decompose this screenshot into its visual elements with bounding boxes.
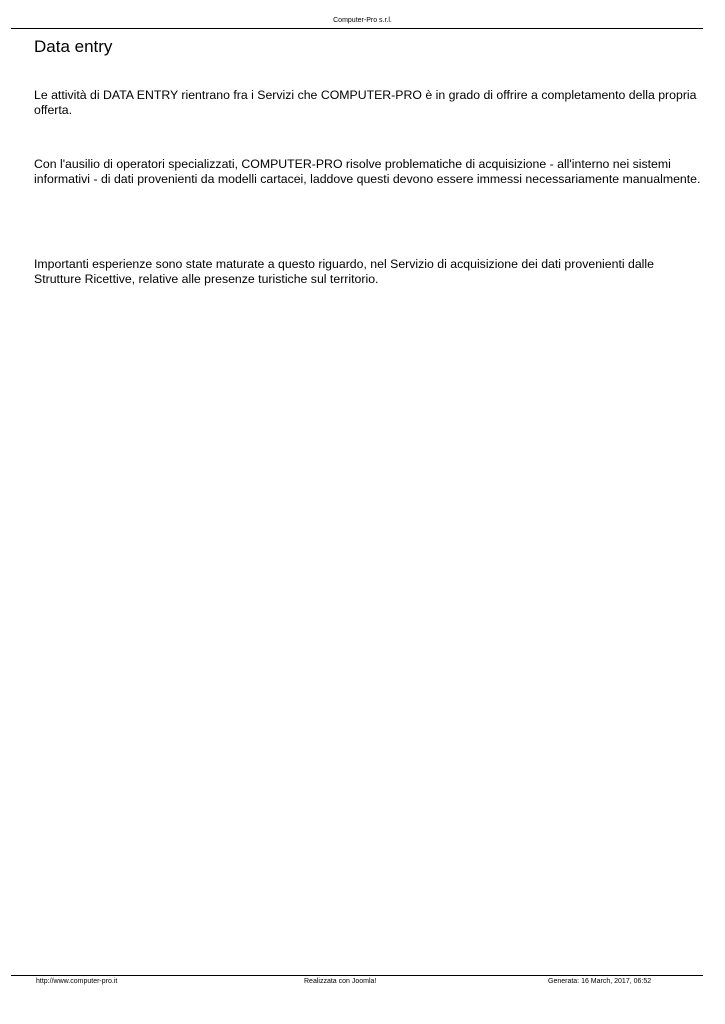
paragraph-intro: Le attività di DATA ENTRY rientrano fra i Servizi che COMPUTER-PRO è in grado di offrire a completamento della propria offerta.: [34, 88, 697, 117]
page-header: Computer-Pro s.r.l.: [333, 17, 392, 24]
page-title: Data entry: [34, 37, 113, 56]
paragraph-operators: Con l'ausilio di operatori specializzati, COMPUTER-PRO risolve problematiche di acquisizione - all'interno nei sistemi informativi - di dati provenienti da modelli cartacei, laddove questi devono essere immessi necessariamente manualmente.: [34, 157, 701, 186]
footer-url-link[interactable]: http://www.computer-pro.it: [36, 978, 118, 985]
paragraph-experience: Importanti esperienze sono state maturate a questo riguardo, nel Servizio di acquisizione dei dati provenienti dalle Strutture Ricettive, relative alle presenze turistiche sul territorio.: [34, 257, 654, 286]
footer-generated-date: Generata: 16 March, 2017, 06:52: [548, 978, 652, 985]
footer-credit: Realizzata con Joomla!: [304, 978, 377, 985]
header-divider: [11, 28, 703, 29]
footer-divider: [11, 975, 703, 976]
